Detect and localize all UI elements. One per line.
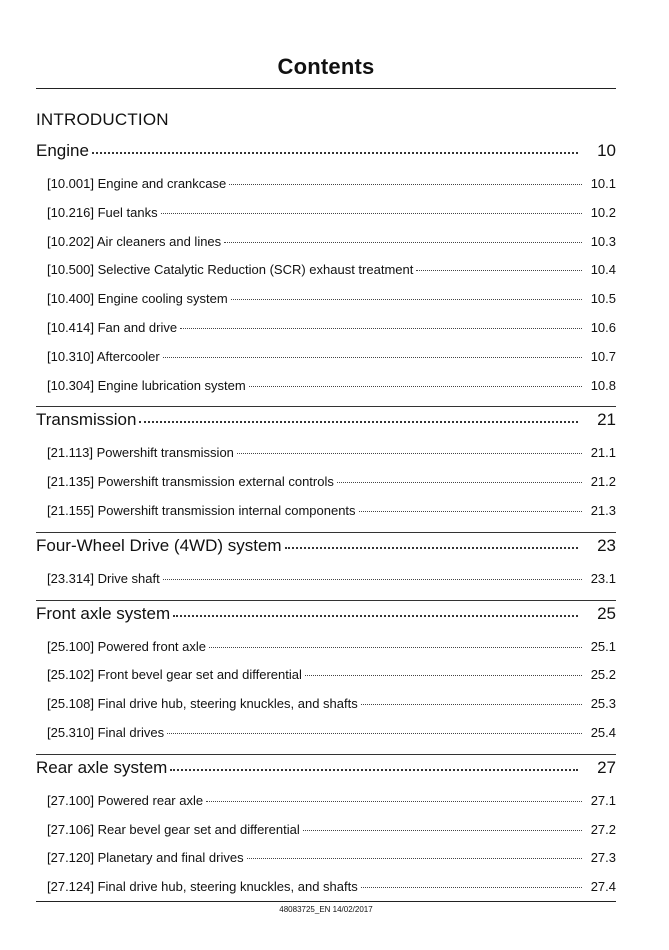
section-entry[interactable] [47, 787, 616, 816]
section-page-number: 10.2 [590, 204, 616, 220]
section-entry[interactable] [47, 343, 616, 372]
section-page-number: 10.4 [590, 262, 616, 278]
dot-leader [303, 821, 582, 834]
section-title: [21.113] Powershift transmission [47, 445, 234, 461]
section-title: [27.100] Powered rear axle [47, 792, 204, 808]
chapter-block [36, 532, 616, 594]
section-list [36, 164, 616, 400]
section-title: [10.310] Aftercooler [47, 348, 160, 364]
intro-heading[interactable]: INTRODUCTION [36, 110, 169, 129]
section-title: [10.414] Fan and drive [47, 319, 178, 335]
section-entry[interactable] [47, 228, 616, 257]
dot-leader [337, 473, 582, 486]
section-entry[interactable] [47, 565, 616, 594]
section-page-number: 27.4 [590, 879, 616, 895]
dot-leader [170, 756, 578, 773]
chapter-entry[interactable] [36, 600, 616, 627]
dot-leader [237, 444, 582, 457]
chapter-page-number: 21 [597, 410, 616, 430]
section-title: [25.108] Final drive hub, steering knuckles, and shafts [47, 696, 358, 712]
section-page-number: 25.1 [590, 638, 616, 654]
section-page-number: 25.4 [590, 724, 616, 740]
section-page-number: 10.8 [590, 377, 616, 393]
section-title: [25.310] Final drives [47, 724, 165, 740]
section-list [36, 433, 616, 525]
section-list [36, 627, 616, 748]
section-entry[interactable] [47, 844, 616, 873]
dot-leader [359, 502, 582, 515]
chapter-entry[interactable] [36, 406, 616, 433]
section-title: [10.304] Engine lubrication system [47, 377, 246, 393]
chapter-block [36, 406, 616, 525]
section-entry[interactable] [47, 468, 616, 497]
section-page-number: 10.5 [590, 291, 616, 307]
section-entry[interactable] [47, 497, 616, 526]
dot-leader [247, 849, 582, 862]
chapter-title: Transmission [36, 410, 137, 430]
chapter-title: Rear axle system [36, 757, 168, 777]
section-page-number: 25.2 [590, 667, 616, 683]
chapter-entry[interactable] [36, 138, 616, 164]
section-title: [25.102] Front bevel gear set and differential [47, 667, 302, 683]
dot-leader [163, 348, 582, 361]
section-page-number: 27.1 [590, 792, 616, 808]
chapter-page-number: 23 [597, 535, 616, 555]
page-footer: 48083725_EN 14/02/2017 [279, 905, 373, 914]
section-list [36, 559, 616, 594]
dot-leader [305, 666, 582, 679]
section-page-number: 23.1 [590, 570, 616, 586]
section-entry[interactable] [47, 314, 616, 343]
chapter-page-number: 10 [597, 141, 616, 160]
section-entry[interactable] [47, 439, 616, 468]
chapter-page-number: 25 [597, 603, 616, 623]
section-page-number: 27.2 [590, 821, 616, 837]
dot-leader [139, 408, 578, 425]
chapter-entry[interactable] [36, 532, 616, 559]
section-page-number: 10.7 [590, 348, 616, 364]
dot-leader [231, 290, 582, 303]
section-page-number: 10.1 [590, 176, 616, 191]
section-title: [27.124] Final drive hub, steering knuckles, and shafts [47, 879, 358, 895]
chapter-title: Four-Wheel Drive (4WD) system [36, 535, 282, 555]
chapter-page-number: 27 [597, 757, 616, 777]
section-entry[interactable] [47, 285, 616, 314]
dot-leader [361, 695, 582, 708]
contents-list [36, 138, 616, 902]
section-title: [23.314] Drive shaft [47, 570, 160, 586]
section-page-number: 10.3 [590, 233, 616, 249]
footer-rule [36, 901, 616, 902]
dot-leader [173, 602, 578, 619]
section-title: [25.100] Powered front axle [47, 638, 206, 654]
section-page-number: 27.3 [590, 850, 616, 866]
chapter-entry[interactable] [36, 754, 616, 781]
dot-leader [416, 261, 582, 274]
section-entry[interactable] [47, 633, 616, 662]
chapter-block [36, 138, 616, 400]
dot-leader [167, 724, 582, 737]
dot-leader [206, 792, 582, 805]
dot-leader [285, 534, 578, 551]
dot-leader [161, 204, 582, 217]
section-title: [10.400] Engine cooling system [47, 291, 228, 307]
dot-leader [209, 638, 582, 651]
page-title: Contents [277, 54, 375, 79]
dot-leader [163, 570, 582, 583]
section-entry[interactable] [47, 661, 616, 690]
chapter-block [36, 754, 616, 902]
section-title: [21.135] Powershift transmission external controls [47, 474, 334, 490]
chapter-title: Engine [36, 141, 89, 160]
section-title: [10.216] Fuel tanks [47, 204, 158, 220]
title-rule [36, 88, 616, 89]
section-entry[interactable] [47, 816, 616, 845]
section-entry[interactable] [47, 873, 616, 902]
section-page-number: 25.3 [590, 696, 616, 712]
section-entry[interactable] [47, 199, 616, 228]
section-entry[interactable] [47, 690, 616, 719]
chapter-title: Front axle system [36, 603, 171, 623]
dot-leader [229, 175, 582, 188]
section-page-number: 21.1 [590, 445, 616, 461]
section-entry[interactable] [47, 256, 616, 285]
dot-leader [92, 139, 578, 156]
dot-leader [249, 377, 582, 390]
dot-leader [361, 878, 582, 891]
dot-leader [180, 319, 582, 332]
section-page-number: 10.6 [590, 319, 616, 335]
section-page-number: 21.3 [590, 502, 616, 518]
section-page-number: 21.2 [590, 474, 616, 490]
section-title: [27.106] Rear bevel gear set and differential [47, 821, 300, 837]
section-title: [10.001] Engine and crankcase [47, 176, 227, 191]
dot-leader [224, 233, 582, 246]
section-title: [21.155] Powershift transmission internal components [47, 502, 356, 518]
chapter-block [36, 600, 616, 748]
section-entry[interactable] [47, 719, 616, 748]
section-title: [10.500] Selective Catalytic Reduction (SCR) exhaust treatment [47, 262, 414, 278]
section-entry[interactable] [47, 170, 616, 199]
section-title: [27.120] Planetary and final drives [47, 850, 244, 866]
section-entry[interactable] [47, 372, 616, 401]
section-title: [10.202] Air cleaners and lines [47, 233, 222, 249]
section-list [36, 781, 616, 902]
